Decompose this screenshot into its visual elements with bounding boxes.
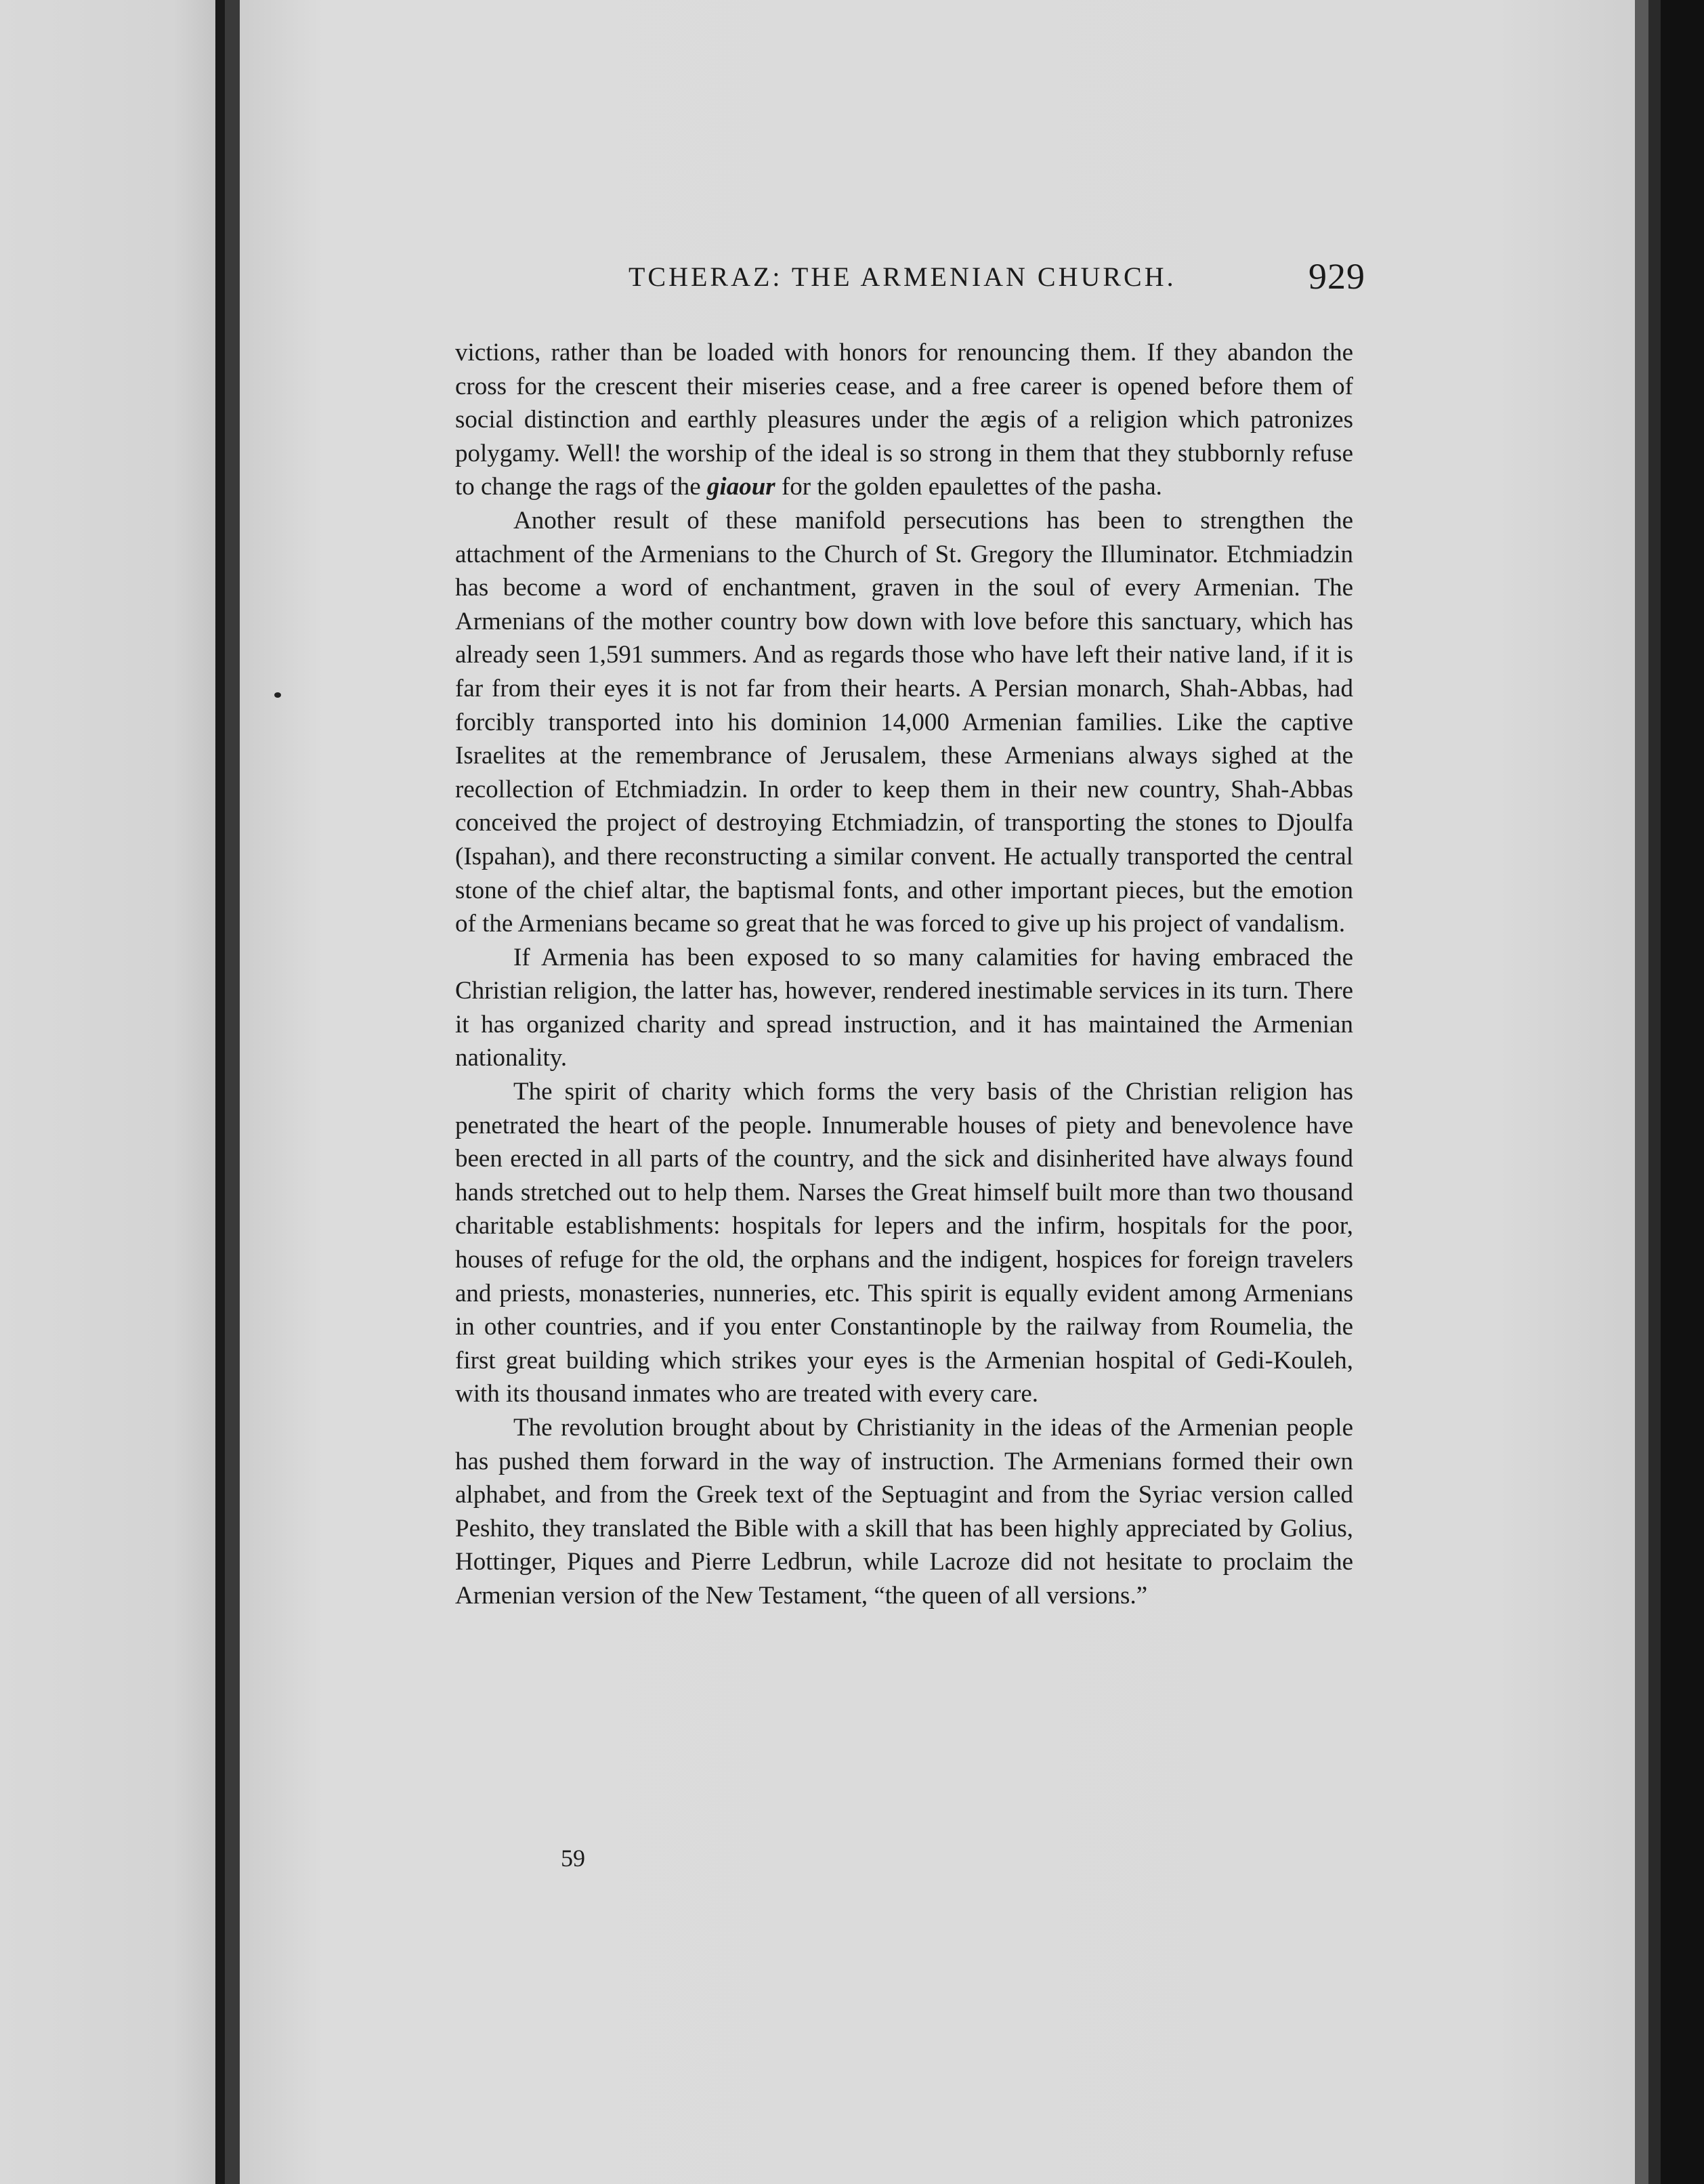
margin-mark [274,692,281,698]
scan-border [1661,0,1704,2184]
page-edge-border [1648,0,1661,2184]
body-text [455,336,1353,1613]
running-head [629,256,1365,308]
book-gutter-shadow [225,0,240,2184]
paragraph: The revolution brought about by Christianity in the ideas of the Armenian people has pushed them forward in the way of instruction. The Armenians formed their own alphabet, and from the Greek text of the Septuagint and from the Syriac version called Peshito, they translated the Bible with a skill that has been highly appreciated by Golius, Hottinger, Piques and Pierre Ledbrun, while Lacroze did not hesitate to proclaim the Armenian version of the New Testament, “the queen of all versions.” [455,1414,1353,1610]
paragraph-text: for the golden epaulettes of the pasha. [775,473,1162,501]
page-number: 929 [1308,256,1365,297]
paragraph: The spirit of charity which forms the very basis of the Christian religion has penetrated the heart of the people. Innumerable houses of piety and benevolence have been erected in all parts of the country, and the sick and disinherited have always found hands stretched out to help them. Narses the Great himself built more than two thousand charitable establishments: hospitals for lepers and the infirm, hospitals for the poor, houses of refuge for the old, the orphans and the indigent, hospices for foreign travelers and priests, monasteries, nunneries, etc. This spirit is equally evident among Armenians in other countries, and if you enter Constantinople by the railway from Roumelia, the first great building which strikes your eyes is the Armenian hospital of Gedi-Kouleh, with its thousand inmates who are treated with every care. [455,1078,1353,1408]
book-gutter [215,0,225,2184]
running-title: TCHERAZ: THE ARMENIAN CHURCH. [629,261,1176,292]
paragraph [455,336,1353,504]
facing-page-edge [0,0,217,2184]
signature-mark: 59 [561,1845,585,1872]
italic-word: giaour [706,473,775,501]
paragraph-text: victions, rather than be loaded with honors for renouncing them. If they abandon the cross for the crescent their miseries cease, and a free career is opened before them of social distinction and earthly pleasures under the ægis of a religion which patronizes polygamy. Well! the worship of the ideal is so strong in them that they stubbornly refuse to change the rags of the [455,339,1353,501]
paragraph: If Armenia has been exposed to so many calamities for having embraced the Christian religion, the latter has, however, rendered inestimable services in its turn. There it has organized charity and spread instruction, and it has maintained the Armenian nationality. [455,943,1353,1072]
paragraph: Another result of these manifold persecutions has been to strengthen the attachment of the Armenians to the Church of St. Gregory the Illuminator. Etchmiadzin has become a word of enchantment, graven in the soul of every Armenian. The Armenians of the mother country bow down with love before this sanctuary, which has already seen 1,591 summers. And as regards those who have left their native land, if it is far from their eyes it is not far from their hearts. A Persian monarch, Shah-Abbas, had forcibly transported into his dominion 14,000 Armenian families. Like the captive Israelites at the remembrance of Jerusalem, these Armenians always sighed at the recollection of Etchmiadzin. In order to keep them in their new country, Shah-Abbas conceived the project of destroying Etchmiadzin, of transporting the stones to Djoulfa (Ispahan), and there reconstructing a similar convent. He actually transported the central stone of the chief altar, the baptismal fonts, and other important pieces, but the emotion of the Armenians became so great that he was forced to give up his project of vandalism. [455,506,1353,938]
page-edge-shadow [1635,0,1648,2184]
